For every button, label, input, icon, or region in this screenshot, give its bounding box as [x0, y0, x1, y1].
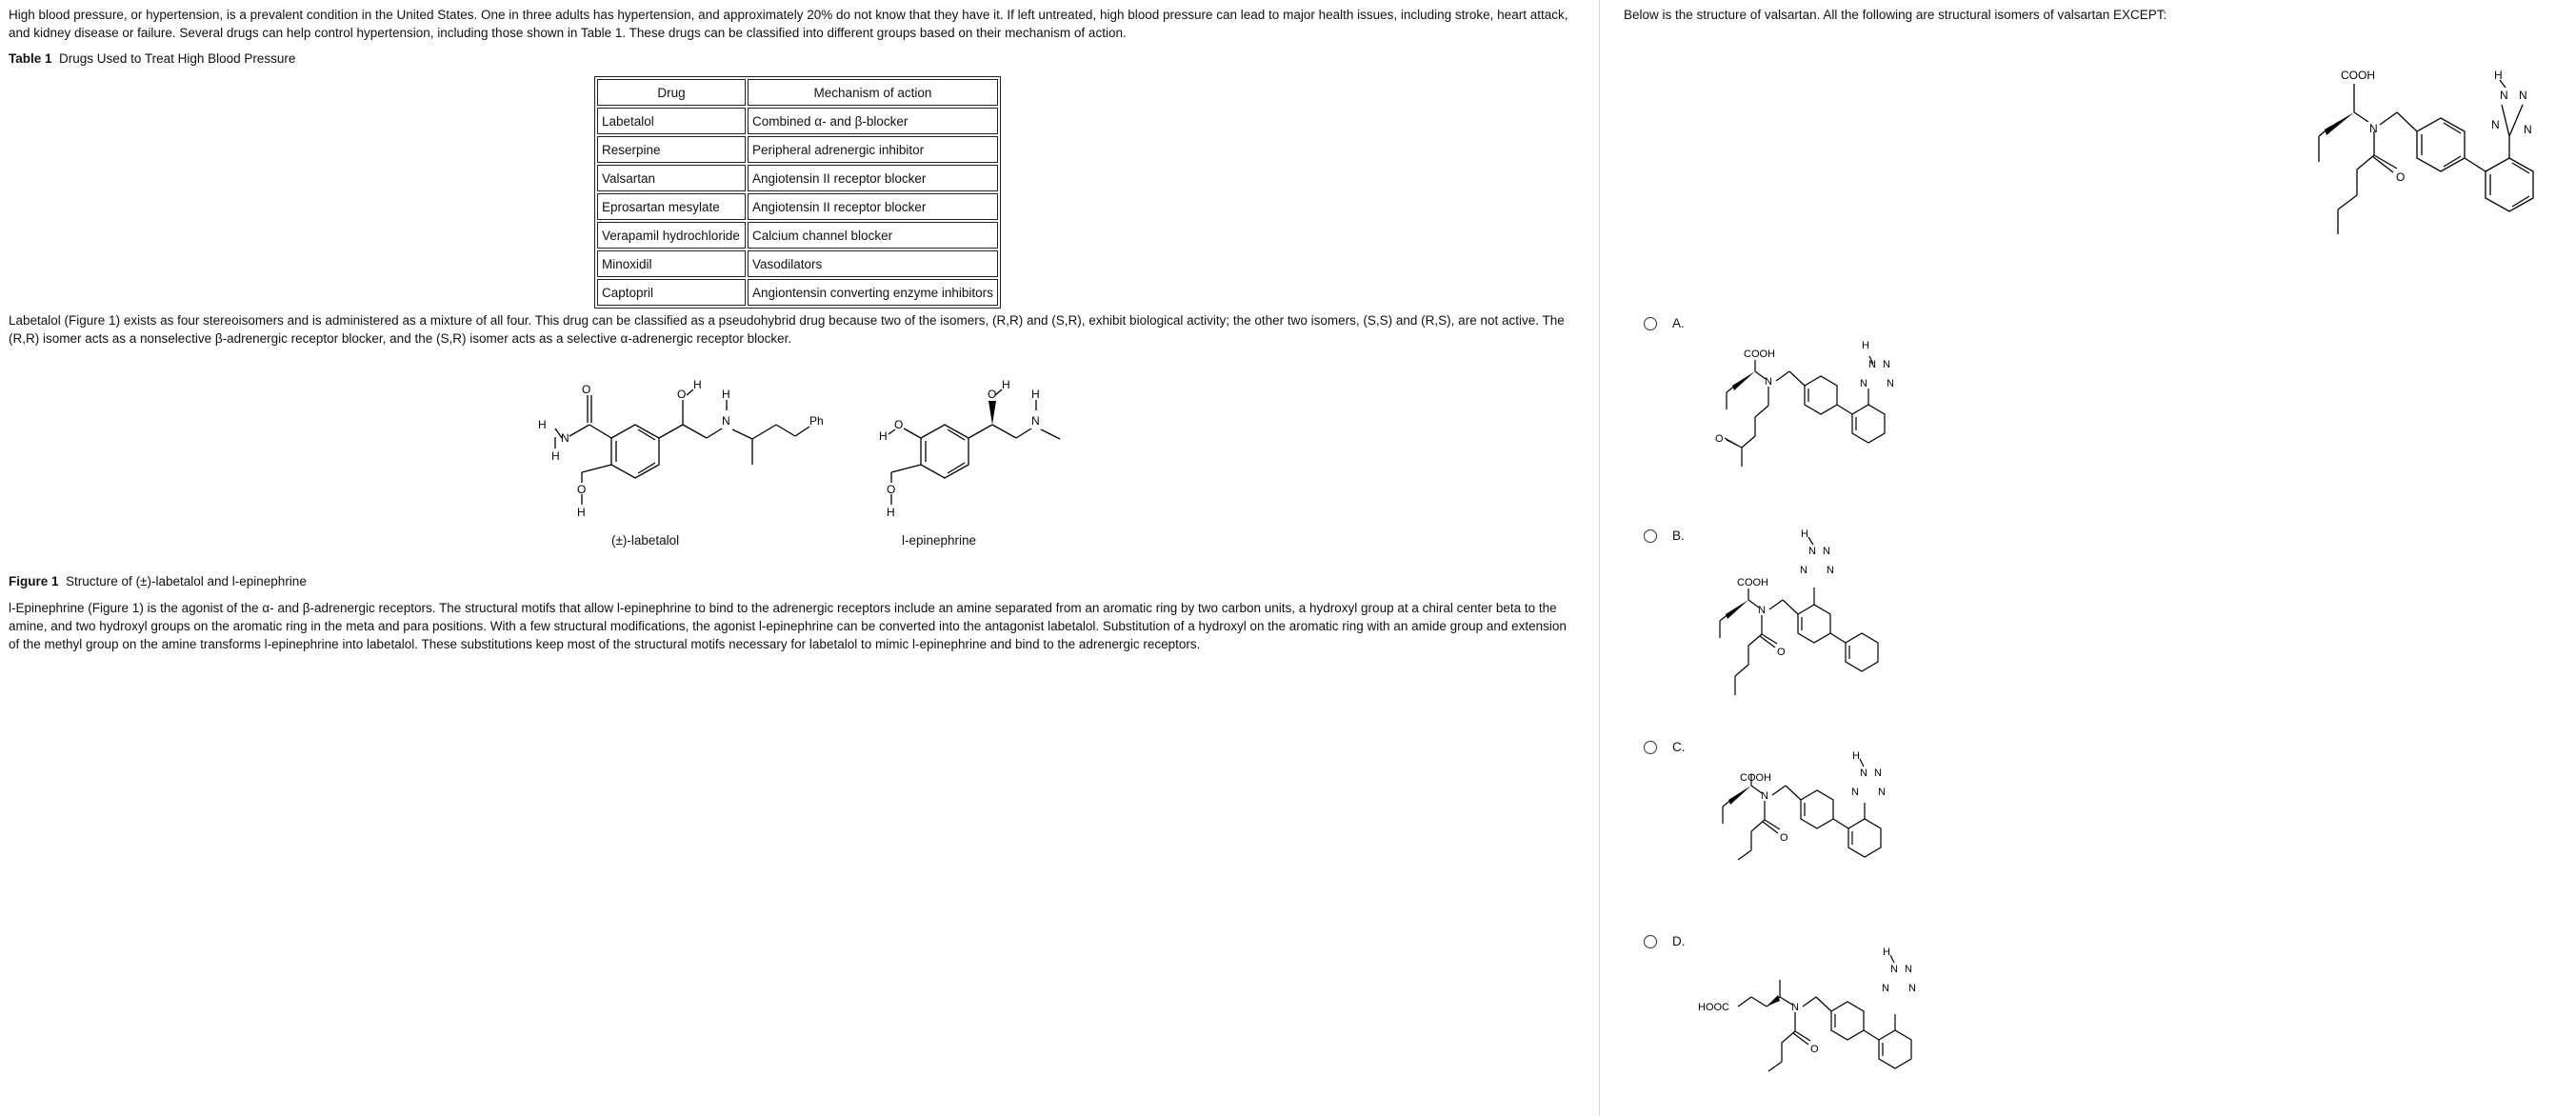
drug-name-cell: Minoxidil	[597, 250, 746, 277]
table-caption-label: Table 1	[9, 51, 52, 66]
option-c-radio[interactable]	[1644, 741, 1657, 754]
option-a-radio[interactable]	[1644, 317, 1657, 330]
mechanism-cell: Calcium channel blocker	[748, 222, 998, 249]
option-a-tetrazole-n4: N	[1887, 378, 1894, 389]
drug-name-cell: Eprosartan mesylate	[597, 193, 746, 220]
labetalol-amide-h2: H	[551, 449, 560, 463]
option-d-hooc: HOOC	[1698, 1002, 1729, 1013]
table-body	[597, 108, 998, 306]
option-c-letter: C.	[1672, 740, 1686, 754]
figure-caption-label: Figure 1	[9, 574, 59, 588]
option-c-wedge-bond	[1728, 786, 1751, 805]
mechanism-cell: Combined α- and β-blocker	[748, 108, 998, 134]
option-b-letter: B.	[1672, 528, 1685, 543]
labetalol-hydroxyl-h: H	[693, 378, 702, 391]
option-b-cooh: COOH	[1737, 577, 1768, 588]
labetalol-amine-n: N	[722, 414, 730, 428]
option-a-tetrazole-n1: N	[1868, 359, 1876, 370]
option-b-o: O	[1777, 647, 1786, 658]
mechanism-cell: Angiotensin II receptor blocker	[748, 193, 998, 220]
option-c-tetrazole-n3: N	[1851, 787, 1859, 798]
epinephrine-phenol-h2: H	[887, 506, 895, 519]
figure-caption	[9, 572, 307, 590]
table-row	[597, 222, 998, 249]
option-c-structure[interactable]	[1704, 747, 1894, 900]
epinephrine-phenol-h1: H	[879, 429, 888, 443]
valsartan-tetrazole-n2: N	[2519, 89, 2527, 102]
option-a-n: N	[1765, 376, 1772, 388]
epinephrine-phenol-o1: O	[894, 418, 904, 431]
drug-name-cell: Labetalol	[597, 108, 746, 134]
option-b-tetrazole-n4: N	[1827, 565, 1834, 576]
option-b-tetrazole-n1: N	[1808, 546, 1816, 557]
option-a-wedge-bond	[1732, 371, 1755, 390]
labetalol-hydroxyl-o: O	[677, 388, 687, 401]
option-c-o: O	[1780, 832, 1788, 844]
option-d-tetrazole-n3: N	[1882, 983, 1889, 994]
option-b-tetrazole-n3: N	[1800, 565, 1807, 576]
drug-name-cell: Valsartan	[597, 165, 746, 191]
table-row	[597, 136, 998, 163]
epinephrine-hydroxyl-h: H	[1002, 378, 1010, 391]
option-d-o: O	[1810, 1044, 1819, 1055]
labetalol-amide-n: N	[561, 431, 569, 445]
question-stem: Below is the structure of valsartan. All the following are structural isomers of valsartan EXCEPT:	[1624, 8, 2167, 22]
option-c-cooh: COOH	[1740, 772, 1771, 784]
valsartan-tetrazole-h: H	[2494, 69, 2503, 82]
labetalol-carbonyl-o: O	[582, 383, 591, 396]
figure-caption-text: Structure of (±)-labetalol and l-epinephrine	[66, 574, 307, 588]
option-d-n: N	[1791, 1002, 1799, 1013]
table-caption	[9, 50, 295, 68]
epinephrine-paragraph: l-Epinephrine (Figure 1) is the agonist of the α- and β-adrenergic receptors. The structural motifs that allow l-epinephrine to bind to the adrenergic receptors include an amine separated from an aromatic ring by two carbon units, a hydroxyl group at a chiral center beta to the amine, and two hydroxyl groups on the aromatic ring in the meta and para positions. With a few structural modifications, the agonist l-epinephrine can be converted into the antagonist labetalol. Substitution of a hydroxyl on the aromatic ring with an amide group and extension of the methyl group on the amine transforms l-epinephrine into labetalol. These substitutions keep most of the structural motifs necessary for labetalol to mimic l-epinephrine and bind to the adrenergic receptors.	[9, 601, 1567, 651]
question-panel	[1601, 0, 2576, 1116]
valsartan-tetrazole-n1: N	[2500, 89, 2508, 102]
option-c-tetrazole-n4: N	[1878, 787, 1886, 798]
column-header-drug: Drug	[597, 79, 746, 106]
mechanism-cell: Vasodilators	[748, 250, 998, 277]
option-b-tetrazole-n2: N	[1823, 546, 1830, 557]
epinephrine-label: l-epinephrine	[902, 533, 977, 548]
labetalol-amine-h: H	[722, 388, 730, 401]
option-a-structure[interactable]	[1706, 333, 1896, 500]
epinephrine-wedge-bond	[988, 401, 996, 425]
epinephrine-structure	[852, 369, 1081, 522]
valsartan-structure	[2290, 65, 2547, 265]
option-d-letter: D.	[1672, 934, 1686, 948]
labetalol-phenol-h: H	[577, 506, 586, 519]
option-a-letter: A.	[1672, 316, 1685, 330]
table-row	[597, 250, 998, 277]
drug-name-cell: Reserpine	[597, 136, 746, 163]
epinephrine-phenol-o2: O	[887, 483, 896, 496]
mechanism-cell: Angiotensin II receptor blocker	[748, 165, 998, 191]
option-d-radio[interactable]	[1644, 935, 1657, 948]
table-row	[597, 193, 998, 220]
valsartan-wedge-bond	[2325, 112, 2354, 135]
option-b-wedge-bond	[1726, 600, 1748, 619]
column-header-mechanism: Mechanism of action	[748, 79, 998, 106]
option-a-tetrazole-n2: N	[1883, 359, 1890, 370]
option-a-h: H	[1862, 340, 1869, 351]
option-b-radio[interactable]	[1644, 529, 1657, 543]
labetalol-label: (±)-labetalol	[611, 533, 680, 548]
intro-paragraph: High blood pressure, or hypertension, is a prevalent condition in the United States. One in three adults has hypertension, and approximately 20% do not know that they have it. If left untreated, high blood pressure can lead to major health issues, including stroke, heart attack, and kidney disease or failure. Several drugs can help control hypertension, including those shown in Table 1. These drugs can be classified into different groups based on their mechanism of action.	[9, 8, 1568, 40]
table-row	[597, 279, 998, 306]
option-d-tetrazole-n4: N	[1908, 983, 1916, 994]
option-b-n: N	[1758, 605, 1766, 616]
option-c-tetrazole-n1: N	[1860, 767, 1867, 779]
option-a-cooh: COOH	[1744, 349, 1775, 360]
epinephrine-amine-n: N	[1031, 414, 1040, 428]
option-b-h: H	[1801, 528, 1808, 540]
labetalol-amide-h1: H	[538, 418, 547, 431]
option-c-h: H	[1852, 750, 1860, 762]
option-a-o: O	[1715, 433, 1724, 445]
valsartan-cooh: COOH	[2341, 69, 2375, 82]
epinephrine-amine-h: H	[1031, 388, 1040, 401]
option-c-tetrazole-n2: N	[1874, 767, 1882, 779]
option-d-h: H	[1883, 947, 1890, 958]
table-row	[597, 165, 998, 191]
option-d-wedge-bond	[1767, 995, 1780, 1006]
valsartan-n: N	[2369, 122, 2378, 135]
valsartan-o: O	[2396, 170, 2406, 184]
valsartan-tetrazole-n4: N	[2524, 123, 2532, 136]
drugs-table	[594, 76, 1001, 309]
option-d-tetrazole-n1: N	[1890, 964, 1898, 975]
mechanism-cell: Peripheral adrenergic inhibitor	[748, 136, 998, 163]
labetalol-phenol-o: O	[577, 483, 587, 496]
table-header-row	[597, 79, 998, 106]
option-d-tetrazole-n2: N	[1905, 964, 1912, 975]
table-caption-text: Drugs Used to Treat High Blood Pressure	[59, 51, 296, 66]
drug-name-cell: Captopril	[597, 279, 746, 306]
option-b-structure[interactable]	[1701, 526, 1891, 730]
option-d-structure[interactable]	[1694, 947, 1916, 1100]
labetalol-paragraph: Labetalol (Figure 1) exists as four stereoisomers and is administered as a mixture of all four. This drug can be classified as a pseudohybrid drug because two of the isomers, (R,R) and (S,R), exhibit biological activity; the other two isomers, (S,S) and (R,S), are not active. The (R,R) isomer acts as a nonselective β-adrenergic receptor blocker, and the (S,R) isomer acts as a selective α-adrenergic receptor blocker.	[9, 313, 1565, 346]
epinephrine-hydroxyl-o: O	[988, 388, 997, 401]
option-c-n: N	[1761, 790, 1768, 802]
valsartan-tetrazole-n3: N	[2491, 118, 2500, 131]
labetalol-phenyl: Ph	[809, 414, 824, 428]
table-row	[597, 108, 998, 134]
drug-name-cell: Verapamil hydrochloride	[597, 222, 746, 249]
mechanism-cell: Angiontensin converting enzyme inhibitors	[748, 279, 998, 306]
option-a-tetrazole-n3: N	[1860, 378, 1867, 389]
